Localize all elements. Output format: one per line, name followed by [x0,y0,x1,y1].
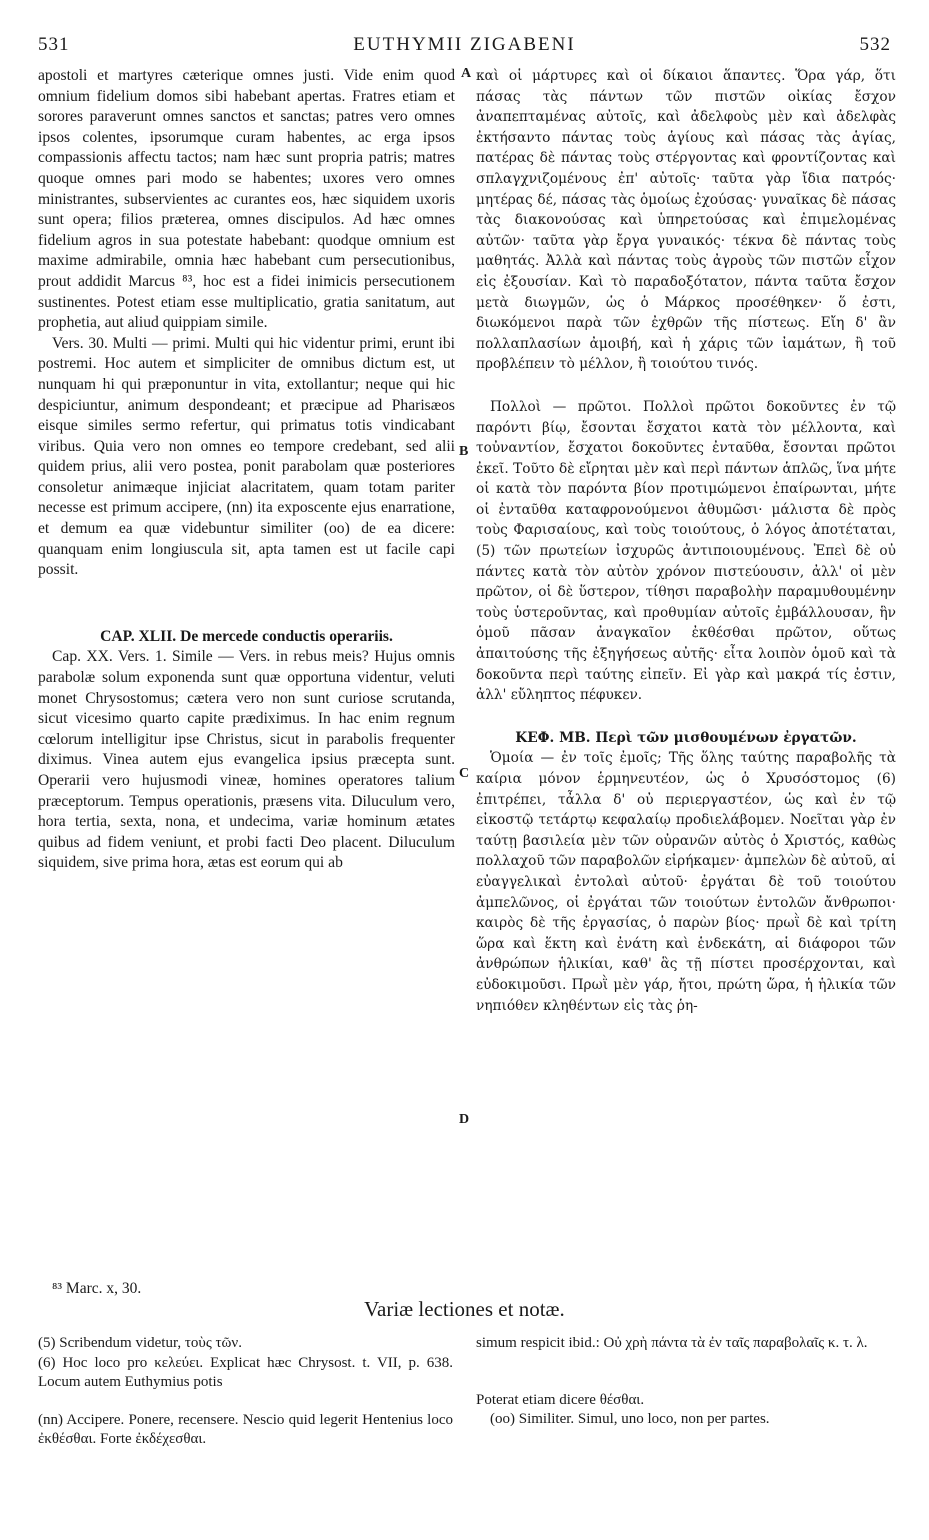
latin-paragraph-1: apostoli et martyres cæterique omnes justi. Vide enim quod omnium fidelium domos sibi habebant apertas. Fratres etiam et sorores paraverunt omnes sanctos et sanctas; patres vero omnes ipsos colentes, ipsorumque curam habentes, ac erga ipsos compassionis affectu tactos; nam hæc sunt propria patris; matres quoque omnes pari modo se habentes; uxores vero omnes ministrantes, subservientes ac curantes eos, hæc siquidem uxoris sunt opera; filios præterea, omnes discipulos. Ad hæc omnes fidelium agros in sua potestate habebant: quodque omnium est maxime admirabile, omnia hæc habebant cum persecutionibus, prout addidit Marcus ⁸³, hoc est a fidei inimicis persecutionem sustinentes. Potest etiam esse multiplicatio, gratia sanitatum, aut prophetia, aut aliud quippiam simile. [38,67,455,332]
notes-right-column [476,1334,896,1430]
running-header [38,34,891,60]
margin-marker-a: A [461,66,472,81]
margin-marker-d: D [459,1112,470,1127]
greek-paragraph-3: Ὁμοία — ἐν τοῖς ἐμοῖς; Τῆς ὅλης ταύτης παραβολῆς τὰ καίρια μόνον ἑρμηνευτέον, ὡς ὁ Χρυσόστομος (6) ἐπιτρέπει, τἆλλα δ' οὐ περιεργαστέον, ὡς καὶ ἐν τῷ εἰκοστῷ τετάρτῳ κεφαλαίῳ προδιελάβομεν. Νοεῖται γὰρ ἐν ταύτῃ βασιλεία μὲν τῶν οὐρανῶν αὐτὸς ὁ Χριστός, καθὼς πολλαχοῦ τῶν παραβολῶν εἰρήκαμεν· ἀμπελὼν δὲ αὐτοῦ, αἱ εὐαγγελικαὶ ἐντολαὶ αὐτοῦ· ἐργάται δὲ τοῦ τοιούτου ἀμπελῶνος, οἱ ἐργάται τῶν τοιούτων ἐντολῶν ἄνθρωποι· καιρὸς δὲ τῆς ἐργασίας, ὁ παρὼν βίος· πρωῒ δὲ καὶ τρίτη ὥρα καὶ ἕκτη καὶ ἐνάτη καὶ ἑνδεκάτη, αἱ διάφοροι τῶν ἀνθρώπων ἡλικίαι, καθ' ἃς τῇ πίστει προσέρχονται, καὶ εὐδοκιμοῦσι. Πρωῒ μὲν γάρ, ἤτοι, πρώτη ὥρα, ἡ ἡλικία τῶν νηπιόθεν κληθέντων εἰς τὰς ῥη- [476,750,896,1014]
margin-marker-b: B [459,444,469,459]
latin-chapter-heading: CAP. XLII. De mercede conductis operariis. [100,627,393,645]
note-5: (5) Scribendum videtur, τοὺς τῶν. [38,1335,242,1351]
note-nn: (nn) Accipere. Ponere, recensere. Nescio quid legerit Hentenius loco ἐκθέσθαι. Forte ἐκδέχεσθαι. [38,1411,453,1447]
greek-chapter-heading: ΚΕΦ. ΜΒ. Περὶ τῶν μισθουμένων ἐργατῶν. [515,729,857,746]
note-nn-continued: Poterat etiam dicere θέσθαι. [476,1391,645,1408]
latin-column [38,66,455,874]
note-oo: (oo) Similiter. Simul, uno loco, non per partes. [490,1411,770,1427]
page-number-right: 532 [859,34,891,55]
margin-marker-c: C [459,766,470,781]
latin-paragraph-3: Cap. XX. Vers. 1. Simile — Vers. in rebus meis? Hujus omnis parabolæ solum exponenda sunt quæ opportuna videntur, veluti monet Chrysostomus; cætera vero non sunt curiose scrutanda, sicut vicesimo quarto capite prædiximus. In hac enim regnum cœlorum intelligitur ipse Christus, sicut in parabolis frequenter diximus. Vinea autem ejus evangelica ipsius præcepta sunt. Operarii vero hujusmodi vineæ, homines operatores talium præceptorum. Tempus operationis, præsens vita. Diluculum vero, hora tertia, sexta, nona, et undecima, variæ hominum ætates quibus ad fidem veniunt, et probi facti Deo placent. Diluculum siquidem, sive prima hora, ætas est eorum qui ab [38,648,455,872]
greek-paragraph-1: καὶ οἱ μάρτυρες καὶ οἱ δίκαιοι ἅπαντες. Ὅρα γάρ, ὅτι πάσας τὰς πάντων τῶν πιστῶν οἰκίας ἔσχον ἀναπεπταμένας αὐτοῖς, καὶ ἀδελφοὺς μὲν καὶ ἀδελφὰς ἐκτήσαντο πάντας τοὺς ἁγίους καὶ πάσας τὰς ἁγίας, πατέρας δὲ πάντας τοὺς στέργοντας καὶ φροντίζοντας καὶ σπλαγχνιζομένους ἐπ' αὐτοῖς· ταῦτα γὰρ ἴδια πατρός· μητέρας δέ, πάσας τὰς ὁμοίως ἐχούσας· γυναῖκας δὲ πάσας τὰς διακονούσας καὶ ὑπηρετούσας καὶ ἐπιμελομένας αὐτῶν· ταῦτα γὰρ ἔργα γυναικός· τέκνα δὲ πάντας τοὺς μαθητάς. Ἀλλὰ καὶ πάντας τοὺς ἀγροὺς τῶν πιστῶν εἶχον εἰς ἐξουσίαν. Καὶ τὸ παραδοξότατον, πάντα ταῦτα ἔσχον μετὰ διωγμῶν, ὡς ὁ Μάρκος προσέθηκεν· ὅ ἐστι, διωκόμενοι παρὰ τῶν ἐχθρῶν τῆς πίστεως. Εἴη δ' ἂν πολλαπλασίων ἀμοιβή, καὶ ἡ χάρις τῶν ἰαμάτων, ἢ τοῦ προβλέπειν τὸ μέλλον, ἢ τοιούτου τινός. [476,68,896,373]
variae-lectiones-title: Variæ lectiones et notæ. [364,1297,565,1321]
footnote-83: ⁸³ Marc. x, 30. [52,1280,142,1297]
greek-column [476,66,896,1016]
latin-paragraph-2: Vers. 30. Multi — primi. Multi qui hic videntur primi, erunt ibi postremi. Hoc autem et simpliciter de omnibus dictum est, ut nunquam hi qui præponuntur in vita, extollantur; neque qui hic despiciuntur, animum despondeant; et præcipue ad Pharisæos eisque similes sermo refertur, qui primatus totis vindicabant viribus. Quia vero non omnes eo tempore credebant, sed alii quidem prius, alii vero postea, ponit parabolam quæ posteriores consoletur animæque injiciat alacritatem, quam totam pariter necesse est primum accipere, (nn) ita exposcente ejus enarratione, et demum ea quæ videbuntur similiter (oo) de ea dicere: quanquam enim longiuscula sit, apta tamen est ut facile capi possit. [38,334,455,579]
notes-left-column [38,1334,453,1450]
note-6-continued: simum respicit ibid.: Οὐ χρὴ πάντα τὰ ἐν ταῖς παραβολαῖς κ. τ. λ. [476,1335,868,1351]
note-6: (6) Hoc loco pro κελεύει. Explicat hæc Chrysost. t. VII, p. 638. Locum autem Euthymius potis [38,1354,453,1390]
running-title: EUTHYMII ZIGABENI [353,34,576,55]
page-number-left: 531 [38,34,70,55]
greek-paragraph-2: Πολλοὶ — πρῶτοι. Πολλοὶ πρῶτοι δοκοῦντες ἐν τῷ παρόντι βίῳ, ἔσονται ἔσχατοι κατὰ τὸν μέλλοντα, καὶ τοὐναντίον, ἔσχατοι δοκοῦντες ἐνταῦθα, ἔσονται πρῶτοι ἐκεῖ. Τοῦτο δὲ εἴρηται μὲν καὶ περὶ πάντων ἁπλῶς, ἵνα μήτε οἱ κατὰ τὸν παρόντα βίον προτιμώμενοι ἐπαίρωνται, μήτε οἱ ἐνταῦθα καταφρονούμενοι ἀθυμῶσι· μάλιστα δὲ πρὸς τοὺς Φαρισαίους, καὶ τοὺς τοιούτους, ὁ λόγος ἀποτέταται, (5) τῶν πρωτείων ἰσχυρῶς ἀντιποιουμένους. Ἐπεὶ δὲ οὐ πάντες κατὰ τὸν αὐτὸν χρόνον πιστεύουσιν, ἀλλ' οἱ μὲν πρῶτον, οἱ δὲ ὕστερον, τίθησι παραβολὴν παραμυθουμένην τοὺς ὑστεροῦντας, καὶ προθυμίαν αὐτοῖς ἐμβάλλουσαν, ἣν ὁμοῦ πᾶσαν ἀναγκαῖον ἐκθέσθαι πρῶτον, οὕτως ἀπαιτούσης τῆς ἐξηγήσεως αὐτῆς· εἶτα λοιπὸν ὁμοῦ καὶ τὰ δοκοῦντα περὶ ταύτης εἰπεῖν. Εἰ γὰρ καὶ μακρά τίς ἐστιν, ἀλλ' εὔληπτος πέφυκεν. [476,398,896,704]
